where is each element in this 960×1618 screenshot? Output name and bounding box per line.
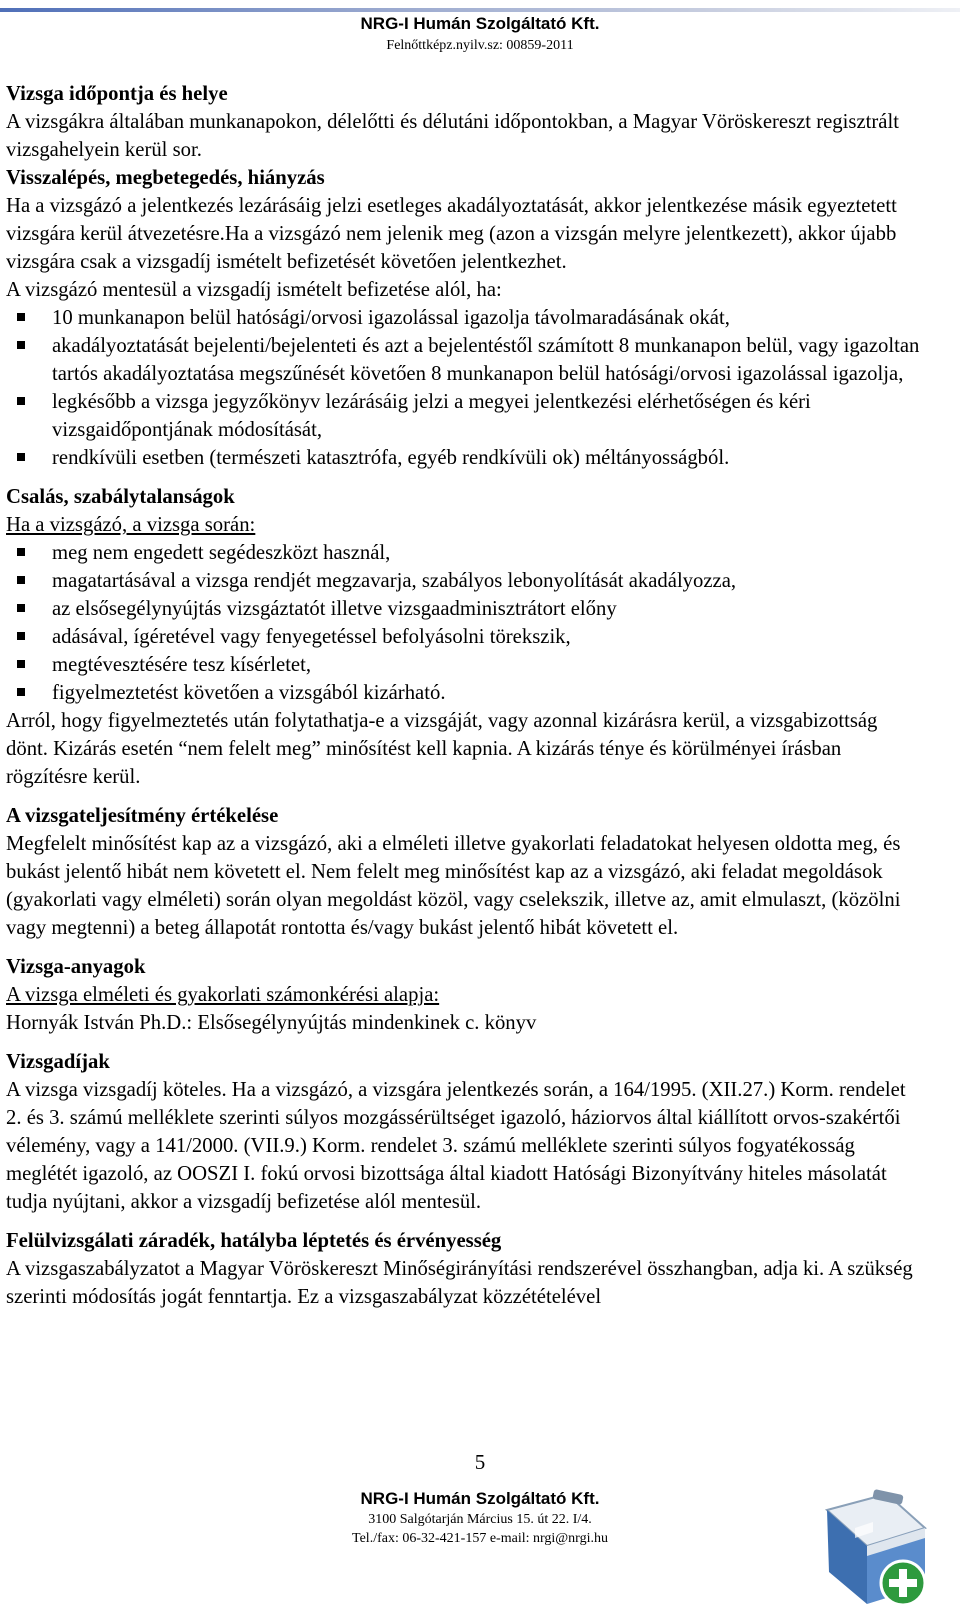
list-item: megtévesztésére tesz kísérletet,: [6, 651, 921, 679]
section-title-evaluation: A vizsgateljesítmény értékelése: [6, 805, 279, 827]
footer-company: NRG-I Humán Szolgáltató Kft.: [360, 1489, 600, 1508]
document-body: [6, 80, 921, 1311]
list-item: rendkívüli esetben (természeti katasztrófa, egyéb rendkívüli ok) méltányosságból.: [6, 444, 921, 472]
exemption-list: [6, 304, 921, 472]
list-item: magatartásával a vizsga rendjét megzavarja, szabályos lebonyolítását akadályozza,: [6, 567, 921, 595]
fraud-intro: Ha a vizsgázó, a vizsga során:: [6, 514, 256, 536]
header-registration: Felnőttképz.nyilv.sz: 00859-2011: [386, 38, 574, 53]
list-item: meg nem engedett segédeszközt használ,: [6, 539, 921, 567]
exemption-intro: A vizsgázó mentesül a vizsgadíj ismételt befizetése alól, ha:: [6, 279, 502, 301]
list-item: az elsősegélynyújtás vizsgáztatót illetve vizsgaadminisztrátort előny: [6, 595, 921, 623]
footer-contact: Tel./fax: 06-32-421-157 e-mail: nrgi@nrgi.hu: [352, 1531, 608, 1546]
page-number: 5: [474, 1450, 486, 1474]
list-item: 10 munkanapon belül hatósági/orvosi igazolással igazolja távolmaradásának okát,: [6, 304, 921, 332]
section-title-fraud: Csalás, szabálytalanságok: [6, 486, 235, 508]
section-text-exam-time: A vizsgákra általában munkanapokon, délelőtti és délutáni időpontokban, a Magyar Vöröskereszt regisztrált vizsgahelyein kerül sor.: [6, 111, 899, 161]
section-title-materials: Vizsga-anyagok: [6, 956, 146, 978]
section-text-fees: A vizsga vizsgadíj köteles. Ha a vizsgázó, a vizsgára jelentkezés során, a 164/1995. (XII.27.) Korm. rendelet 2. és 3. számú melléklete szerinti súlyos mozgássérültséget igazoló, háziorvos által kiállított orvos-szakértői vélemény, vagy a 141/2000. (VII.9.) Korm. rendelet 3. számú melléklete szerinti súlyos fogyatékosság meglétét igazoló, az OOSZI I. fokú orvosi bizottsága által kiadott Hatósági Bizonyítvány hiteles másolatát tudja nyújtani, akkor a vizsgadíj befizetése alól mentesül.: [6, 1079, 906, 1213]
fraud-list: [6, 539, 921, 707]
list-item: adásával, ígéretével vagy fenyegetéssel befolyásolni törekszik,: [6, 623, 921, 651]
section-text-review: A vizsgaszabályzatot a Magyar Vöröskereszt Minőségirányítási rendszerével összhangban, adja ki. A szükség szerinti módosítás jogát fenntartja. Ez a vizsgaszabályzat közzétételével: [6, 1258, 913, 1308]
section-text-withdrawal: Ha a vizsgázó a jelentkezés lezárásáig jelzi esetleges akadályoztatását, akkor jelentkezése másik egyeztetett vizsgára kerül átvezetésre.Ha a vizsgázó nem jelenik meg (azon a vizsgán melyre jelentkezett), akkor újabb vizsgára csak a vizsgadíj ismételt befizetését követően jelentkezhet.: [6, 195, 897, 273]
header-rule: [0, 8, 960, 12]
section-title-exam-time: Vizsga időpontja és helye: [6, 83, 228, 105]
materials-subtitle: A vizsga elméleti és gyakorlati számonkérési alapja:: [6, 984, 440, 1006]
section-text-materials: Hornyák István Ph.D.: Elsősegélynyújtás mindenkinek c. könyv: [6, 1012, 537, 1034]
list-item: figyelmeztetést követően a vizsgából kizárható.: [6, 679, 921, 707]
page-header: [0, 14, 960, 54]
section-text-evaluation: Megfelelt minősítést kap az a vizsgázó, aki a elméleti illetve gyakorlati feladatokat helyesen oldotta meg, és bukást jelentő hibát nem követett el. Nem felelt meg minősítést kap az a vizsgázó, aki feladat megoldások (gyakorlati vagy elméleti) során olyan megoldást közöl, vagy cselekszik, illetve az, amit elmulaszt, (közölni vagy megtenni) a beteg állapotát rontotta és/vagy bukást jelentő hibát követett el.: [6, 833, 901, 939]
section-title-review: Felülvizsgálati záradék, hatályba léptetés és érvényesség: [6, 1230, 502, 1252]
section-title-withdrawal: Visszalépés, megbetegedés, hiányzás: [6, 167, 325, 189]
list-item: legkésőbb a vizsga jegyzőkönyv lezárásáig jelzi a megyei jelentkezési elérhetőségen és kéri vizsgaidőpontjának módosítását,: [6, 388, 921, 444]
section-text-fraud: Arról, hogy figyelmeztetés után folytathatja-e a vizsgáját, vagy azonnal kizárásra kerül, a vizsgabizottság dönt. Kizárás esetén “nem felelt meg” minősítést kell kapnia. A kizárás ténye és körülményei írásban rögzítésre kerül.: [6, 710, 878, 788]
header-company: NRG-I Humán Szolgáltató Kft.: [360, 14, 600, 33]
section-title-fees: Vizsgadíjak: [6, 1051, 110, 1073]
first-aid-kit-icon: [815, 1488, 935, 1612]
list-item: akadályoztatását bejelenti/bejelenteti és azt a bejelentéstől számított 8 munkanapon belül, vagy igazoltan tartós akadályoztatása megszűnését követően 8 munkanapon belül hatósági/orvosi igazolással igazolja,: [6, 332, 921, 388]
footer-address: 3100 Salgótarján Március 15. út 22. I/4.: [368, 1512, 592, 1527]
